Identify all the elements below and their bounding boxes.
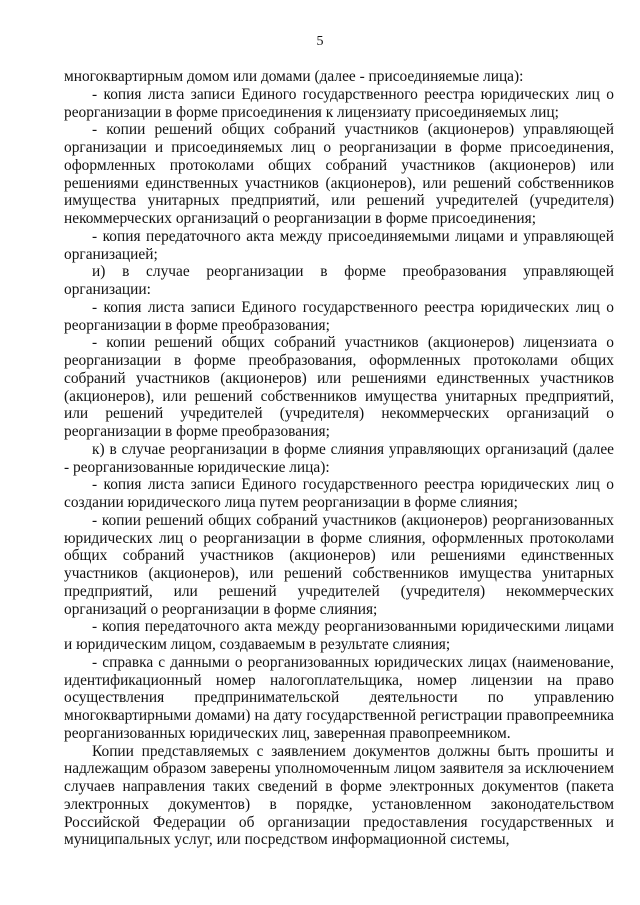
paragraph: - копия листа записи Единого государственного реестра юридических лиц о создании юридического лица путем реорганизации в форме слияния; xyxy=(64,476,614,511)
paragraph: - копии решений общих собраний участников (акционеров) лицензиата о реорганизации в форме преобразования, оформленных протоколами общих собраний участников (акционеров) или решениями единственных участников (акционеров), или решений собственников имущества унитарных предприятий, или решений учредителей (учредителя) некоммерческих организаций о реорганизации в форме преобразования; xyxy=(64,334,614,440)
paragraph: - копия листа записи Единого государственного реестра юридических лиц о реорганизации в форме преобразования; xyxy=(64,298,614,334)
paragraph: Копии представляемых с заявлением документов должны быть прошиты и надлежащим образом заверены уполномоченным лицом заявителя за исключением случаев направления таких сведений в форме электронных документов (пакета электронных документов) в порядке, установленном законодательством Российской Федерации об организации предоставления государственных и муниципальных услуг, или посредством информационной системы, xyxy=(64,742,614,849)
paragraph: - копии решений общих собраний участников (акционеров) реорганизованных юридических лиц о реорганизации в форме слияния, оформленных протоколами общих собраний участников (акционеров) или решениями единственных участников (акционеров), или решений собственников имущества унитарных предприятий, или решений учредителей (учредителя) некоммерческих организаций о реорганизации в форме слияния; xyxy=(64,511,614,618)
paragraph: - копия передаточного акта между реорганизованными юридическими лицами и юридическим лицом, создаваемым в результате слияния; xyxy=(64,618,614,653)
paragraph: - копия передаточного акта между присоединяемыми лицами и управляющей организацией; xyxy=(64,227,614,263)
document-body xyxy=(64,68,614,849)
paragraph: - копии решений общих собраний участников (акционеров) управляющей организации и присоединяемых лиц о реорганизации в форме присоединения, оформленных протоколами общих собраний участников (акционеров) или решениями единственных участников (акционеров), или решений собственников имущества унитарных предприятий, или решений учредителей (учредителя) некоммерческих организаций о реорганизации в форме присоединения; xyxy=(64,121,614,227)
paragraph: и) в случае реорганизации в форме преобразования управляющей организации: xyxy=(64,263,614,298)
paragraph: многоквартирным домом или домами (далее - присоединяемые лица): xyxy=(64,68,524,85)
paragraph: - копия листа записи Единого государственного реестра юридических лиц о реорганизации в форме присоединения к лицензиату присоединяемых лиц; xyxy=(64,85,614,121)
page-number: 5 xyxy=(316,34,324,49)
paragraph: - справка с данными о реорганизованных юридических лицах (наименование, идентификационный номер налогоплательщика, номер лицензии на право осуществления предпринимательской деятельности по управлению многоквартирными домами) на дату государственной регистрации правопреемника реорганизованных юридических лиц, заверенная правопреемником. xyxy=(64,653,614,742)
paragraph: к) в случае реорганизации в форме слияния управляющих организаций (далее - реорганизованные юридические лица): xyxy=(64,440,614,476)
